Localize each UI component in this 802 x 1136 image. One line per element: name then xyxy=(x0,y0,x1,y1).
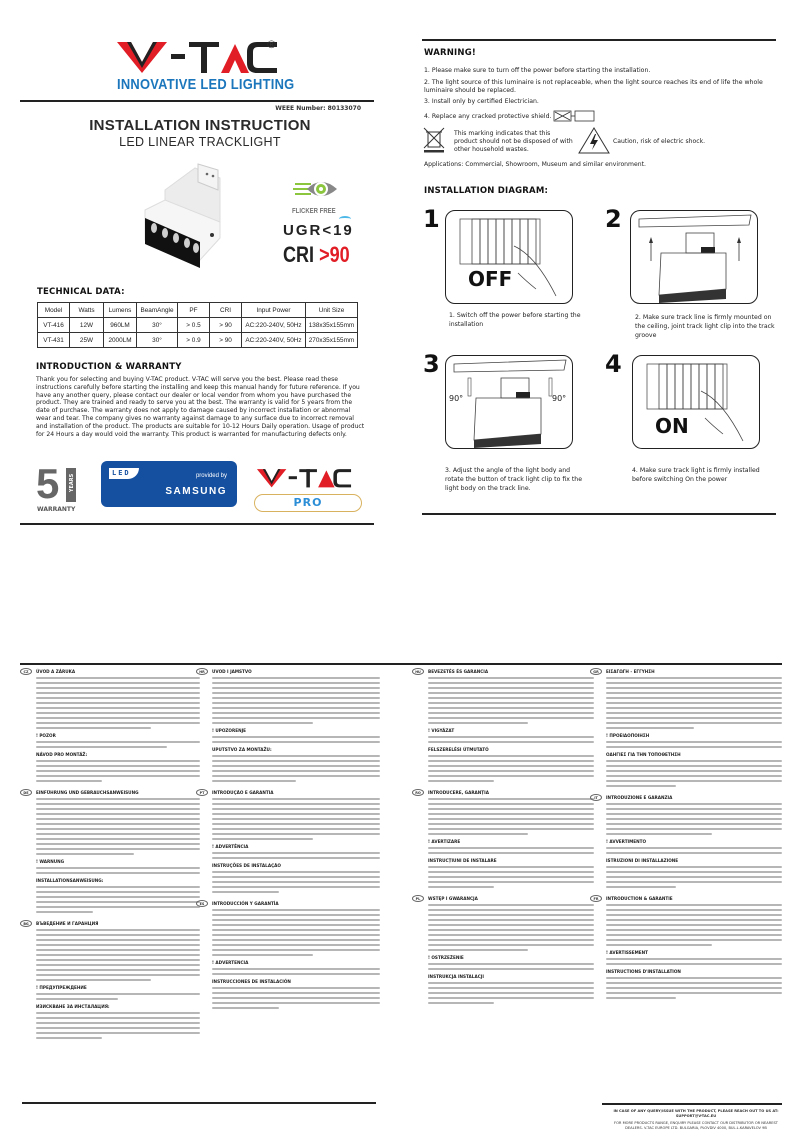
language-block-bg xyxy=(23,920,200,1039)
language-heading: WSTĘP I GWARANCJA xyxy=(428,896,478,902)
step-1-diagram xyxy=(445,210,573,304)
page-subtitle: LED LINEAR TRACKLIGHT xyxy=(119,135,281,149)
led-label: LED xyxy=(112,469,131,477)
product-image xyxy=(120,160,250,270)
language-heading: INTRODUCCIÓN Y GARANTÍA xyxy=(212,901,279,907)
cell: AC:220-240V, 50Hz xyxy=(242,333,306,348)
warning-list xyxy=(424,67,784,126)
language-block-it xyxy=(594,794,782,888)
col-watts: Watts xyxy=(70,303,104,318)
language-warning-heading: ! ΠΡΟΕΙΔΟΠΟΙΗΣΗ xyxy=(606,732,650,738)
technical-data-heading: TECHNICAL DATA: xyxy=(37,287,125,297)
support-contact: IN CASE OF ANY QUERY/ISSUE WITH THE PRODUCT, PLEASE REACH OUT TO US AT: SUPPORT@V-TAC.EU xyxy=(613,1109,779,1118)
col-lumens: Lumens xyxy=(104,303,137,318)
language-heading: EINFÜHRUNG UND GEBRAUCHSANWEISUNG xyxy=(36,790,139,795)
col-cri: CRI xyxy=(210,303,242,318)
language-install-heading: UPUTSTVO ZA MONTAŽU: xyxy=(212,747,272,752)
step-number: 2 xyxy=(605,205,622,233)
distributor-contact: FOR MORE PRODUCTS RANGE, ENQUIRY PLEASE CONTACT OUR DISTRIBUTOR OR NEAREST DEALERS. V-TAC EUROPE LTD. BULGARIA, PLOVDIV 4000, BUL.L.KARAVELOV 9B xyxy=(614,1121,778,1130)
warranty-years-label: YEARS xyxy=(69,473,76,493)
electric-shock-icon xyxy=(578,127,610,154)
step-4-diagram xyxy=(632,355,760,449)
language-heading: INTRODUÇÃO E GARANTIA xyxy=(212,790,274,795)
step-number: 1 xyxy=(423,205,440,233)
warning-item-text: 4. Replace any cracked protective shield. xyxy=(424,113,552,121)
warning-item: 2. The light source of this luminaire is not replaceable, when the light source reaches its end of life the whole luminaire should be replaced. xyxy=(424,78,763,94)
pro-badge: PRO xyxy=(254,494,362,512)
divider xyxy=(422,513,776,515)
step-caption: 4. Make sure track light is firmly installed before switching On the power xyxy=(632,467,760,483)
intro-text: Thank you for selecting and buying V-TAC product. V-TAC will serve you the best. Please read these instructions carefully before starting the installing and keep this manual handy for future reference. If you have any another query, please contact our dealer or local vendor from whom you have purchased the product. They are trained and ready to serve you at the best. The warranty is valid for 5 years from the date of purchase. The warranty does not apply to damage caused by incorrect installation or abnormal wear and tear. The company gives no warranty against damage to any surface due to incorrect removal and installation of the product. The products are suitable for 10-12 Hours Daily operation. Usage of product for 24 Hours a day would void the warranty. This product is warranted for manufacturing defects only. xyxy=(36,376,365,438)
language-code: PL xyxy=(412,895,424,902)
language-install-heading: INSTRUÇÕES DE INSTALAÇÃO xyxy=(212,863,281,869)
cell: 960LM xyxy=(104,318,137,333)
cracked-shield-icon xyxy=(553,110,595,122)
rotate-angle-label: 90° xyxy=(449,394,464,403)
divider xyxy=(20,100,374,102)
language-code: DE xyxy=(20,789,32,796)
language-code: RO xyxy=(412,789,424,796)
language-warning-heading: ! OSTRZEŻENIE xyxy=(428,954,464,960)
weee-disposal-text: This marking indicates that this product should not be disposed of with other household wastes. xyxy=(454,130,573,153)
language-install-heading: ИЗИСКВАНЕ ЗА ИНСТАЛАЦИЯ: xyxy=(36,1003,110,1009)
language-install-heading: INSTRUCTIONS D'INSTALLATION xyxy=(606,969,681,975)
language-heading: ÚVOD A ZÁRUKA xyxy=(36,669,76,674)
cell: VT-416 xyxy=(38,318,70,333)
step-2-diagram xyxy=(630,210,758,304)
col-unit-size: Unit Size xyxy=(306,303,358,318)
cri-label: CRI xyxy=(283,242,315,267)
language-heading: BEVEZETÉS ÉS GARANCIA xyxy=(428,669,489,674)
cri-badge xyxy=(283,242,350,268)
col-beam-angle: BeamAngle xyxy=(137,303,178,318)
cell: 138x35x155mm xyxy=(306,318,358,333)
cell: AC:220-240V, 50Hz xyxy=(242,318,306,333)
divider xyxy=(422,39,776,41)
cell: 2000LM xyxy=(104,333,137,348)
language-warning-heading: ! ПРЕДУПРЕЖДЕНИЕ xyxy=(36,984,87,990)
cell: VT-431 xyxy=(38,333,70,348)
language-warning-heading: ! ADVERTENCIA xyxy=(212,959,249,965)
vtac-logo xyxy=(117,40,277,74)
divider xyxy=(20,663,782,665)
language-block-pt xyxy=(199,790,380,893)
language-code: GR xyxy=(590,668,602,675)
flicker-free-icon xyxy=(293,175,343,205)
language-code: IT xyxy=(590,794,602,801)
language-heading: INTRODUCERE, GARANȚIA xyxy=(428,790,489,795)
language-block-es xyxy=(199,901,380,1009)
led-icon xyxy=(109,468,139,479)
language-install-heading: INSTRUCȚIUNI DE INSTALARE xyxy=(428,858,497,864)
samsung-led-badge xyxy=(101,461,237,507)
cell: 25W xyxy=(70,333,104,348)
step-number: 3 xyxy=(423,350,440,378)
cell: > 90 xyxy=(210,318,242,333)
cell: 30° xyxy=(137,333,178,348)
language-heading: INTRODUZIONE E GARANZIA xyxy=(606,794,673,800)
divider xyxy=(20,523,374,525)
col-model: Model xyxy=(38,303,70,318)
language-install-heading: INSTRUCCIONES DE INSTALACIÓN xyxy=(212,979,291,985)
rotate-angle-label: 90° xyxy=(552,394,567,403)
language-block-gr xyxy=(593,669,782,787)
divider xyxy=(22,1102,376,1104)
warranty-badge xyxy=(36,460,84,516)
language-warning-heading: ! AVERTIZARE xyxy=(428,838,461,844)
brand-tagline: INNOVATIVE LED LIGHTING xyxy=(117,76,295,93)
step-3-diagram xyxy=(445,355,573,449)
cell: > 0.5 xyxy=(178,318,210,333)
language-warning-heading: ! AVERTISSEMENT xyxy=(606,950,648,955)
language-install-heading: ΟΔΗΓΙΕΣ ΓΙΑ ΤΗΝ ΤΟΠΟΘΕΤΗΣΗ xyxy=(606,751,681,757)
warranty-years-number: 5 xyxy=(36,460,60,507)
registered-mark: ® xyxy=(266,38,277,51)
language-code: HR xyxy=(196,668,208,675)
warning-item: 3. Install only by certified Electrician. xyxy=(424,98,539,106)
multilingual-column-3 xyxy=(415,669,594,1012)
language-install-heading: ISTRUZIONI DI INSTALLAZIONE xyxy=(606,858,679,864)
intro-heading: INTRODUCTION & WARRANTY xyxy=(36,362,182,372)
language-install-heading: NÁVOD PRO MONTÁŽ: xyxy=(36,751,88,757)
language-warning-heading: ! AVVERTIMENTO xyxy=(606,838,647,844)
step-caption: 2. Make sure track line is firmly mounted on the ceiling, joint track light clip into the track groove xyxy=(635,314,775,339)
cell: > 90 xyxy=(210,333,242,348)
off-label: OFF xyxy=(468,267,513,291)
samsung-label: SAMSUNG xyxy=(165,486,227,497)
ugr-badge: UGR<19 xyxy=(283,222,354,239)
warning-heading: WARNING! xyxy=(424,48,476,58)
language-code: FR xyxy=(590,895,602,902)
language-warning-heading: ! POZOR xyxy=(36,732,56,738)
language-warning-heading: ! UPOZORENJE xyxy=(212,727,247,733)
language-install-heading: INSTALLATIONSANWEISUNG: xyxy=(36,877,104,883)
step-caption: 3. Adjust the angle of the light body and rotate the button of track light clip to fix the light body on the track line. xyxy=(445,467,583,492)
language-heading: ΕΙΣΑΓΩΓΗ - ΕΓΓΥΗΣΗ xyxy=(606,669,655,674)
language-block-cz xyxy=(23,669,200,782)
multilingual-column-1 xyxy=(23,669,200,1047)
warning-item: 1. Please make sure to turn off the power before starting the installation. xyxy=(424,67,651,74)
cell: 30° xyxy=(137,318,178,333)
page-title: INSTALLATION INSTRUCTION xyxy=(89,117,311,134)
warning-item xyxy=(424,110,784,122)
col-pf: PF xyxy=(178,303,210,318)
on-label: ON xyxy=(655,414,689,438)
vtac-logo-small xyxy=(254,468,354,488)
language-heading: ВЪВЕДЕНИЕ И ГАРАНЦИЯ xyxy=(36,920,99,926)
divider xyxy=(602,1103,782,1105)
language-heading: INTRODUCTION & GARANTIE xyxy=(606,896,673,902)
installation-heading: INSTALLATION DIAGRAM: xyxy=(424,186,549,196)
language-code: CZ xyxy=(20,668,32,675)
language-block-hr xyxy=(199,669,380,782)
warranty-label: WARRANTY xyxy=(37,506,76,513)
language-block-fr xyxy=(593,896,782,999)
step-number: 4 xyxy=(605,350,622,378)
table-row xyxy=(38,318,358,333)
language-warning-heading: ! ADVERTÊNCIA xyxy=(212,843,249,849)
cell: 12W xyxy=(70,318,104,333)
cell: 270x35x155mm xyxy=(306,333,358,348)
language-code: HU xyxy=(412,668,424,675)
flicker-free-label: FLICKER FREE xyxy=(292,206,336,215)
language-heading: UVOD I JAMSTVO xyxy=(212,669,252,674)
track-mount-icon xyxy=(631,211,758,304)
language-install-heading: INSTRUKCJA INSTALACJI xyxy=(428,974,484,980)
language-code: BG xyxy=(20,920,32,927)
cri-value: >90 xyxy=(319,242,350,267)
language-block-de xyxy=(23,790,200,913)
provided-by-label: provided by xyxy=(195,473,227,479)
weee-number: WEEE Number: 80133070 xyxy=(275,105,361,112)
language-block-pl xyxy=(415,896,594,1004)
technical-data-table xyxy=(37,302,358,348)
step-caption: 1. Switch off the power before starting the installation xyxy=(449,312,581,328)
cell: > 0.9 xyxy=(178,333,210,348)
col-input-power: Input Power xyxy=(242,303,306,318)
multilingual-column-2 xyxy=(199,669,380,1017)
language-block-hu xyxy=(415,669,594,782)
weee-bin-icon xyxy=(423,127,445,153)
breaker-panel-icon xyxy=(633,356,760,449)
language-code: ES xyxy=(196,900,208,907)
multilingual-column-4 xyxy=(593,669,782,1007)
applications-text: Applications: Commercial, Showroom, Museum and similar environment. xyxy=(424,161,646,168)
language-warning-heading: ! WARNUNG xyxy=(36,858,65,864)
language-install-heading: FELSZERELÉSI ÚTMUTATÓ xyxy=(428,747,489,752)
language-block-ro xyxy=(415,790,594,888)
table-header-row xyxy=(38,303,358,318)
language-code: PT xyxy=(196,789,208,796)
table-row xyxy=(38,333,358,348)
language-warning-heading: ! VIGYÁZAT xyxy=(428,727,455,733)
electric-shock-text: Caution, risk of electric shock. xyxy=(613,138,706,145)
